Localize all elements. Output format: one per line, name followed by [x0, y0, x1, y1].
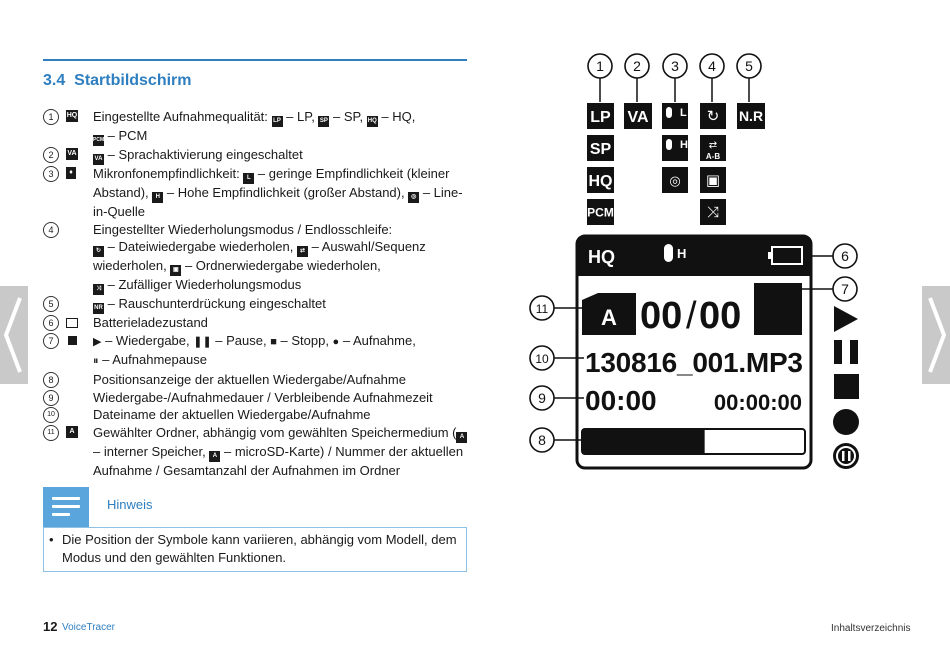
list-item: 8 Positionsanzeige der aktuellen Wiedergabe/Aufnahme: [43, 371, 473, 389]
callout-number: 6: [841, 248, 849, 264]
list-item: 4 Eingestellter Wiederholungsmodus / Endlosschleife: ↻ – Dateiwiedergabe wiederholen, ⇄ – Auswahl/Sequenz wiederholen, ▣ – Ordnerwiedergabe wiederholen, ⤨ – Zufälliger Wiederholungsmodus: [43, 221, 473, 296]
stop-icon: [834, 374, 859, 399]
callout-number: 5: [745, 58, 753, 74]
callout-number: 3: [671, 58, 679, 74]
list-item: 3 ♦ Mikronfonempfindlichkeit: L – geringe Empfindlichkeit (kleiner Abstand), H – Hohe Empfindlichkeit (großer Abstand), ◎ – Line-in-Quelle: [43, 165, 473, 221]
repeat-icon-glyph: ↻: [706, 107, 720, 125]
mic-icon: [666, 139, 672, 150]
remaining-time: 00:00:00: [713, 390, 802, 415]
callout-number: 8: [538, 432, 546, 448]
quality-icon: HQ: [66, 110, 78, 122]
record-pause-bar: [848, 451, 851, 461]
toc-link[interactable]: Inhaltsverzeichnis: [831, 623, 911, 634]
repeat-icon-glyph: ⇄: [708, 140, 718, 151]
list-item: 9 Wiedergabe-/Aufnahmedauer / Verbleibende Aufnahmezeit: [43, 389, 473, 407]
screen-mic-icon: [664, 244, 673, 262]
list-item: 5 NR – Rauschunterdrückung eingeschaltet: [43, 295, 473, 314]
callout-number: 1: [596, 58, 604, 74]
nr-icon-label: N.R: [738, 108, 764, 125]
quality-icon-label: HQ: [588, 172, 613, 190]
callout-number: 7: [841, 281, 849, 297]
record-icon: [833, 409, 859, 435]
callout-number: 11: [535, 302, 549, 316]
section-title: 3.4 Startbildschirm: [43, 72, 192, 89]
list-item: 6 Batterieladezustand: [43, 314, 473, 332]
list-item: 11 A Gewählter Ordner, abhängig vom gewählten Speichermedium ( A – interner Speicher, A – microSD-Karte) / Nummer der aktuellen Aufnahme / Gesamtanzahl der Aufnahmen im Ordner: [43, 424, 473, 480]
repeat-ab-label: A-B: [705, 152, 721, 161]
mic-icon: [666, 107, 672, 118]
status-indicator-box: [754, 283, 802, 335]
callout-number: 9: [538, 390, 546, 406]
mic-icon: ♦: [66, 167, 76, 179]
note-title: Hinweis: [107, 497, 153, 512]
repeat-icon-glyph: ⤨: [706, 203, 720, 221]
record-separator: /: [686, 295, 697, 337]
progress-fill: [582, 429, 705, 454]
pause-icon: [850, 340, 858, 364]
list-item: 1 HQ Eingestellte Aufnahmequalität: LP – LP, SP – SP, HQ – HQ, PCM – PCM: [43, 108, 473, 146]
screen-sens-label: H: [677, 246, 687, 261]
screen-quality: HQ: [588, 247, 615, 267]
page-number: 12: [43, 619, 58, 634]
folder-icon: A: [66, 426, 78, 438]
va-icon-label: VA: [627, 108, 649, 126]
list-item: 7 ▶ – Wiedergabe, ❚❚ – Pause, ■ – Stopp, ● – Aufnahme, ⏸ – Aufnahmepause: [43, 332, 473, 371]
callout-number: 10: [535, 352, 549, 366]
play-icon: [834, 306, 858, 332]
callout-number: 2: [633, 58, 641, 74]
record-number: 00: [640, 295, 683, 337]
elapsed-time: 00:00: [585, 385, 657, 416]
record-total: 00: [699, 295, 742, 337]
pause-icon: [834, 340, 842, 364]
quality-icon-label: SP: [589, 140, 612, 158]
mic-level-label: L: [680, 107, 687, 119]
note-body: • Die Position der Symbole kann variieren, abhängig vom Modell, dem Modus und den gewählten Funktionen.: [43, 527, 467, 572]
mic-level-label: H: [680, 139, 688, 151]
list-item: 2 VA VA – Sprachaktivierung eingeschaltet: [43, 146, 473, 165]
repeat-icon-glyph: ▣: [705, 171, 721, 189]
callout-number: 4: [708, 58, 716, 74]
quality-icon-label: PCM: [587, 205, 614, 220]
brand-name: VoiceTracer: [62, 622, 115, 633]
list-item: 10 Dateiname der aktuellen Wiedergabe/Aufnahme: [43, 406, 473, 424]
folder-label: A: [601, 305, 617, 330]
line-in-icon-glyph: ◎: [669, 174, 681, 189]
quality-icon-label: LP: [590, 108, 611, 126]
filename: 130816_001.MP3: [585, 347, 803, 378]
va-icon: VA: [66, 148, 78, 160]
battery-tip: [768, 252, 772, 259]
record-pause-bar: [842, 451, 845, 461]
